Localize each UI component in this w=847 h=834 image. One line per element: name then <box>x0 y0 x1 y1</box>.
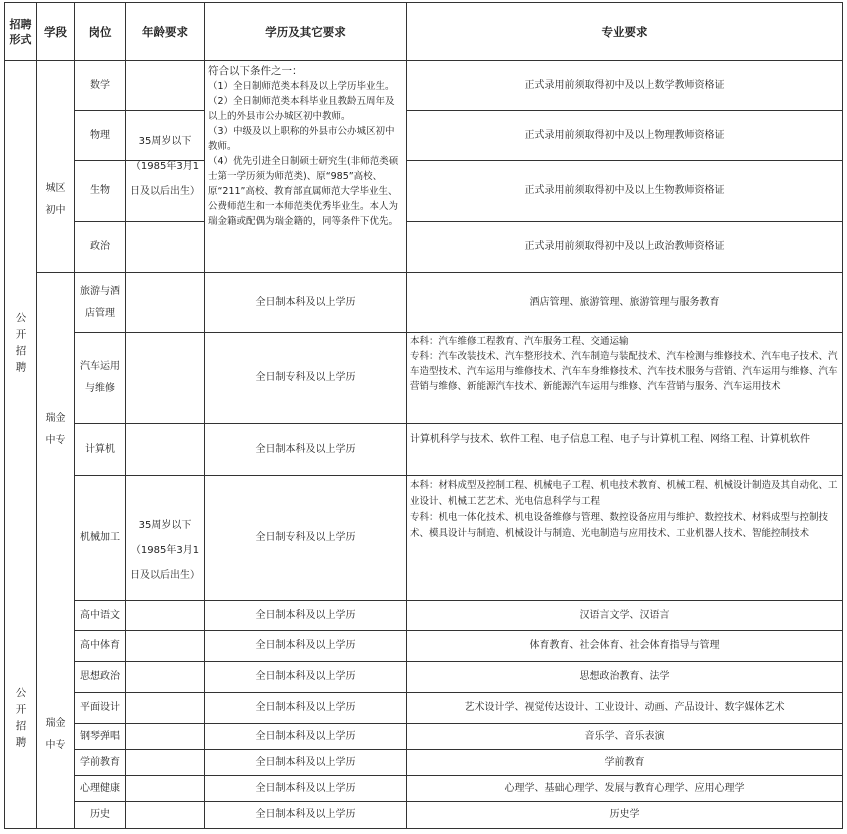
post-cell: 机械加工 <box>80 532 120 543</box>
age-requirement: 35周岁以下（1985年3月1日及以后出生） <box>130 520 200 581</box>
stage-ruijin-vocational: 瑞金中专 <box>45 413 66 446</box>
post-cell: 心理健康 <box>80 782 120 794</box>
education-cell: 全日制本科及以上学历 <box>255 296 356 308</box>
header-education: 学历及其它要求 <box>265 24 346 39</box>
major-cell: 本科：材料成型及控制工程、机械电子工程、机电技术教育、机械工程、机械设计制造及其自动化、工业设计、机械工艺艺术、光电信息科学与工程 专科：机电一体化技术、机电设备维修与管理、数控设备应用与维护、数控技术、材料成型与控制技术、模具设计与制造、机械设计与制造、光电制造与应用技术、工业机器人技术、智能控制技术 <box>410 480 838 539</box>
major-cell: 酒店管理、旅游管理、旅游管理与服务教育 <box>529 296 720 308</box>
education-cell: 全日制本科及以上学历 <box>255 671 356 682</box>
table-border-bottom <box>4 828 842 829</box>
education-cell: 全日制本科及以上学历 <box>255 702 356 713</box>
major-cell: 本科：汽车维修工程教育、汽车服务工程、交通运输 专科：汽车改装技术、汽车整形技术、汽车制造与装配技术、汽车检测与维修技术、汽车电子技术、汽车造型技术、汽车运用与维修技术、汽车车身维修技术、汽车技术服务与营销、汽车运用与维修、汽车营销与维修、新能源汽车技术、新能源汽车运用与维修、汽车营销与服务、汽车运用技术 <box>410 336 838 392</box>
age-requirement: 35周岁以下（1985年3月1日及以后出生） <box>130 136 200 197</box>
post-cell: 数学 <box>90 79 110 91</box>
header-stage: 学段 <box>44 24 67 39</box>
education-cell: 全日制本科及以上学历 <box>255 809 356 820</box>
post-cell: 学前教育 <box>80 756 120 768</box>
header-mode: 招聘形式 <box>9 17 32 46</box>
education-cell: 全日制本科及以上学历 <box>255 443 356 455</box>
header-major: 专业要求 <box>601 24 648 39</box>
education-cell: 全日制本科及以上学历 <box>255 730 356 742</box>
major-cell: 汉语言文学、汉语言 <box>579 609 670 621</box>
post-cell: 生物 <box>90 185 110 196</box>
education-cell: 全日制专科及以上学历 <box>255 532 356 543</box>
mode-label-open-recruit: 公开招聘 <box>14 312 27 378</box>
major-cell: 历史学 <box>609 809 640 820</box>
table-border-right <box>842 2 843 829</box>
major-cell: 正式录用前须取得初中及以上物理教师资格证 <box>524 129 725 141</box>
education-cell: 全日制本科及以上学历 <box>255 640 356 651</box>
education-conditions <box>205 62 406 272</box>
major-cell: 学前教育 <box>604 756 645 768</box>
education-cell: 全日制本科及以上学历 <box>255 782 356 794</box>
major-cell: 计算机科学与技术、软件工程、电子信息工程、电子与计算机工程、网络工程、计算机软件 <box>410 434 810 445</box>
mode-label-open-recruit: 公开招聘 <box>14 687 27 753</box>
major-cell: 心理学、基础心理学、发展与教育心理学、应用心理学 <box>504 782 745 794</box>
major-cell: 思想政治教育、法学 <box>579 671 670 682</box>
post-cell: 高中体育 <box>80 640 120 651</box>
major-cell: 正式录用前须取得初中及以上政治教师资格证 <box>524 241 725 252</box>
major-cell: 艺术设计学、视觉传达设计、工业设计、动画、产品设计、数字媒体艺术 <box>464 702 785 713</box>
major-cell: 正式录用前须取得初中及以上生物教师资格证 <box>524 185 725 196</box>
major-cell: 正式录用前须取得初中及以上数学教师资格证 <box>524 79 725 91</box>
post-cell: 平面设计 <box>80 702 120 713</box>
post-cell: 政治 <box>90 241 110 252</box>
education-cell: 全日制本科及以上学历 <box>255 756 356 768</box>
post-cell: 历史 <box>90 809 110 820</box>
education-cell: 全日制专科及以上学历 <box>255 372 356 383</box>
post-cell: 物理 <box>90 129 110 141</box>
major-cell: 体育教育、社会体育、社会体育指导与管理 <box>529 640 720 651</box>
education-condition-item: （2）全日制师范类本科毕业且教龄五周年及以上的外县市公办城区初中教师。 <box>208 96 395 122</box>
education-condition-item: （3）中级及以上职称的外县市公办城区初中教师。 <box>208 126 395 152</box>
education-condition-item: （1）全日制师范类本科及以上学历毕业生。 <box>208 81 395 92</box>
post-cell: 钢琴弹唱 <box>80 730 120 742</box>
post-cell: 思想政治 <box>80 671 120 682</box>
post-cell: 高中语文 <box>80 609 120 621</box>
education-cell: 全日制本科及以上学历 <box>255 609 356 621</box>
major-cell: 音乐学、音乐表演 <box>584 730 665 742</box>
post-cell: 旅游与酒店管理 <box>80 285 120 319</box>
post-cell: 计算机 <box>85 443 115 455</box>
post-cell: 汽车运用与维修 <box>80 361 120 394</box>
education-condition-item: （4）优先引进全日制硕士研究生(非师范类硕士第一学历须为师范类)、原“985”高校、原“211”高校、教育部直属师范大学毕业生、公费师范生和一本师范类优秀毕业生。本人为瑞金籍或配偶为瑞金籍的，同等条件下优先。 <box>208 156 399 227</box>
header-post: 岗位 <box>88 24 112 39</box>
stage-ruijin-vocational: 瑞金中专 <box>45 718 66 751</box>
header-age: 年龄要求 <box>142 24 188 39</box>
education-conditions-title: 符合以下条件之一： <box>208 65 303 77</box>
stage-city-junior: 城区初中 <box>45 183 66 216</box>
